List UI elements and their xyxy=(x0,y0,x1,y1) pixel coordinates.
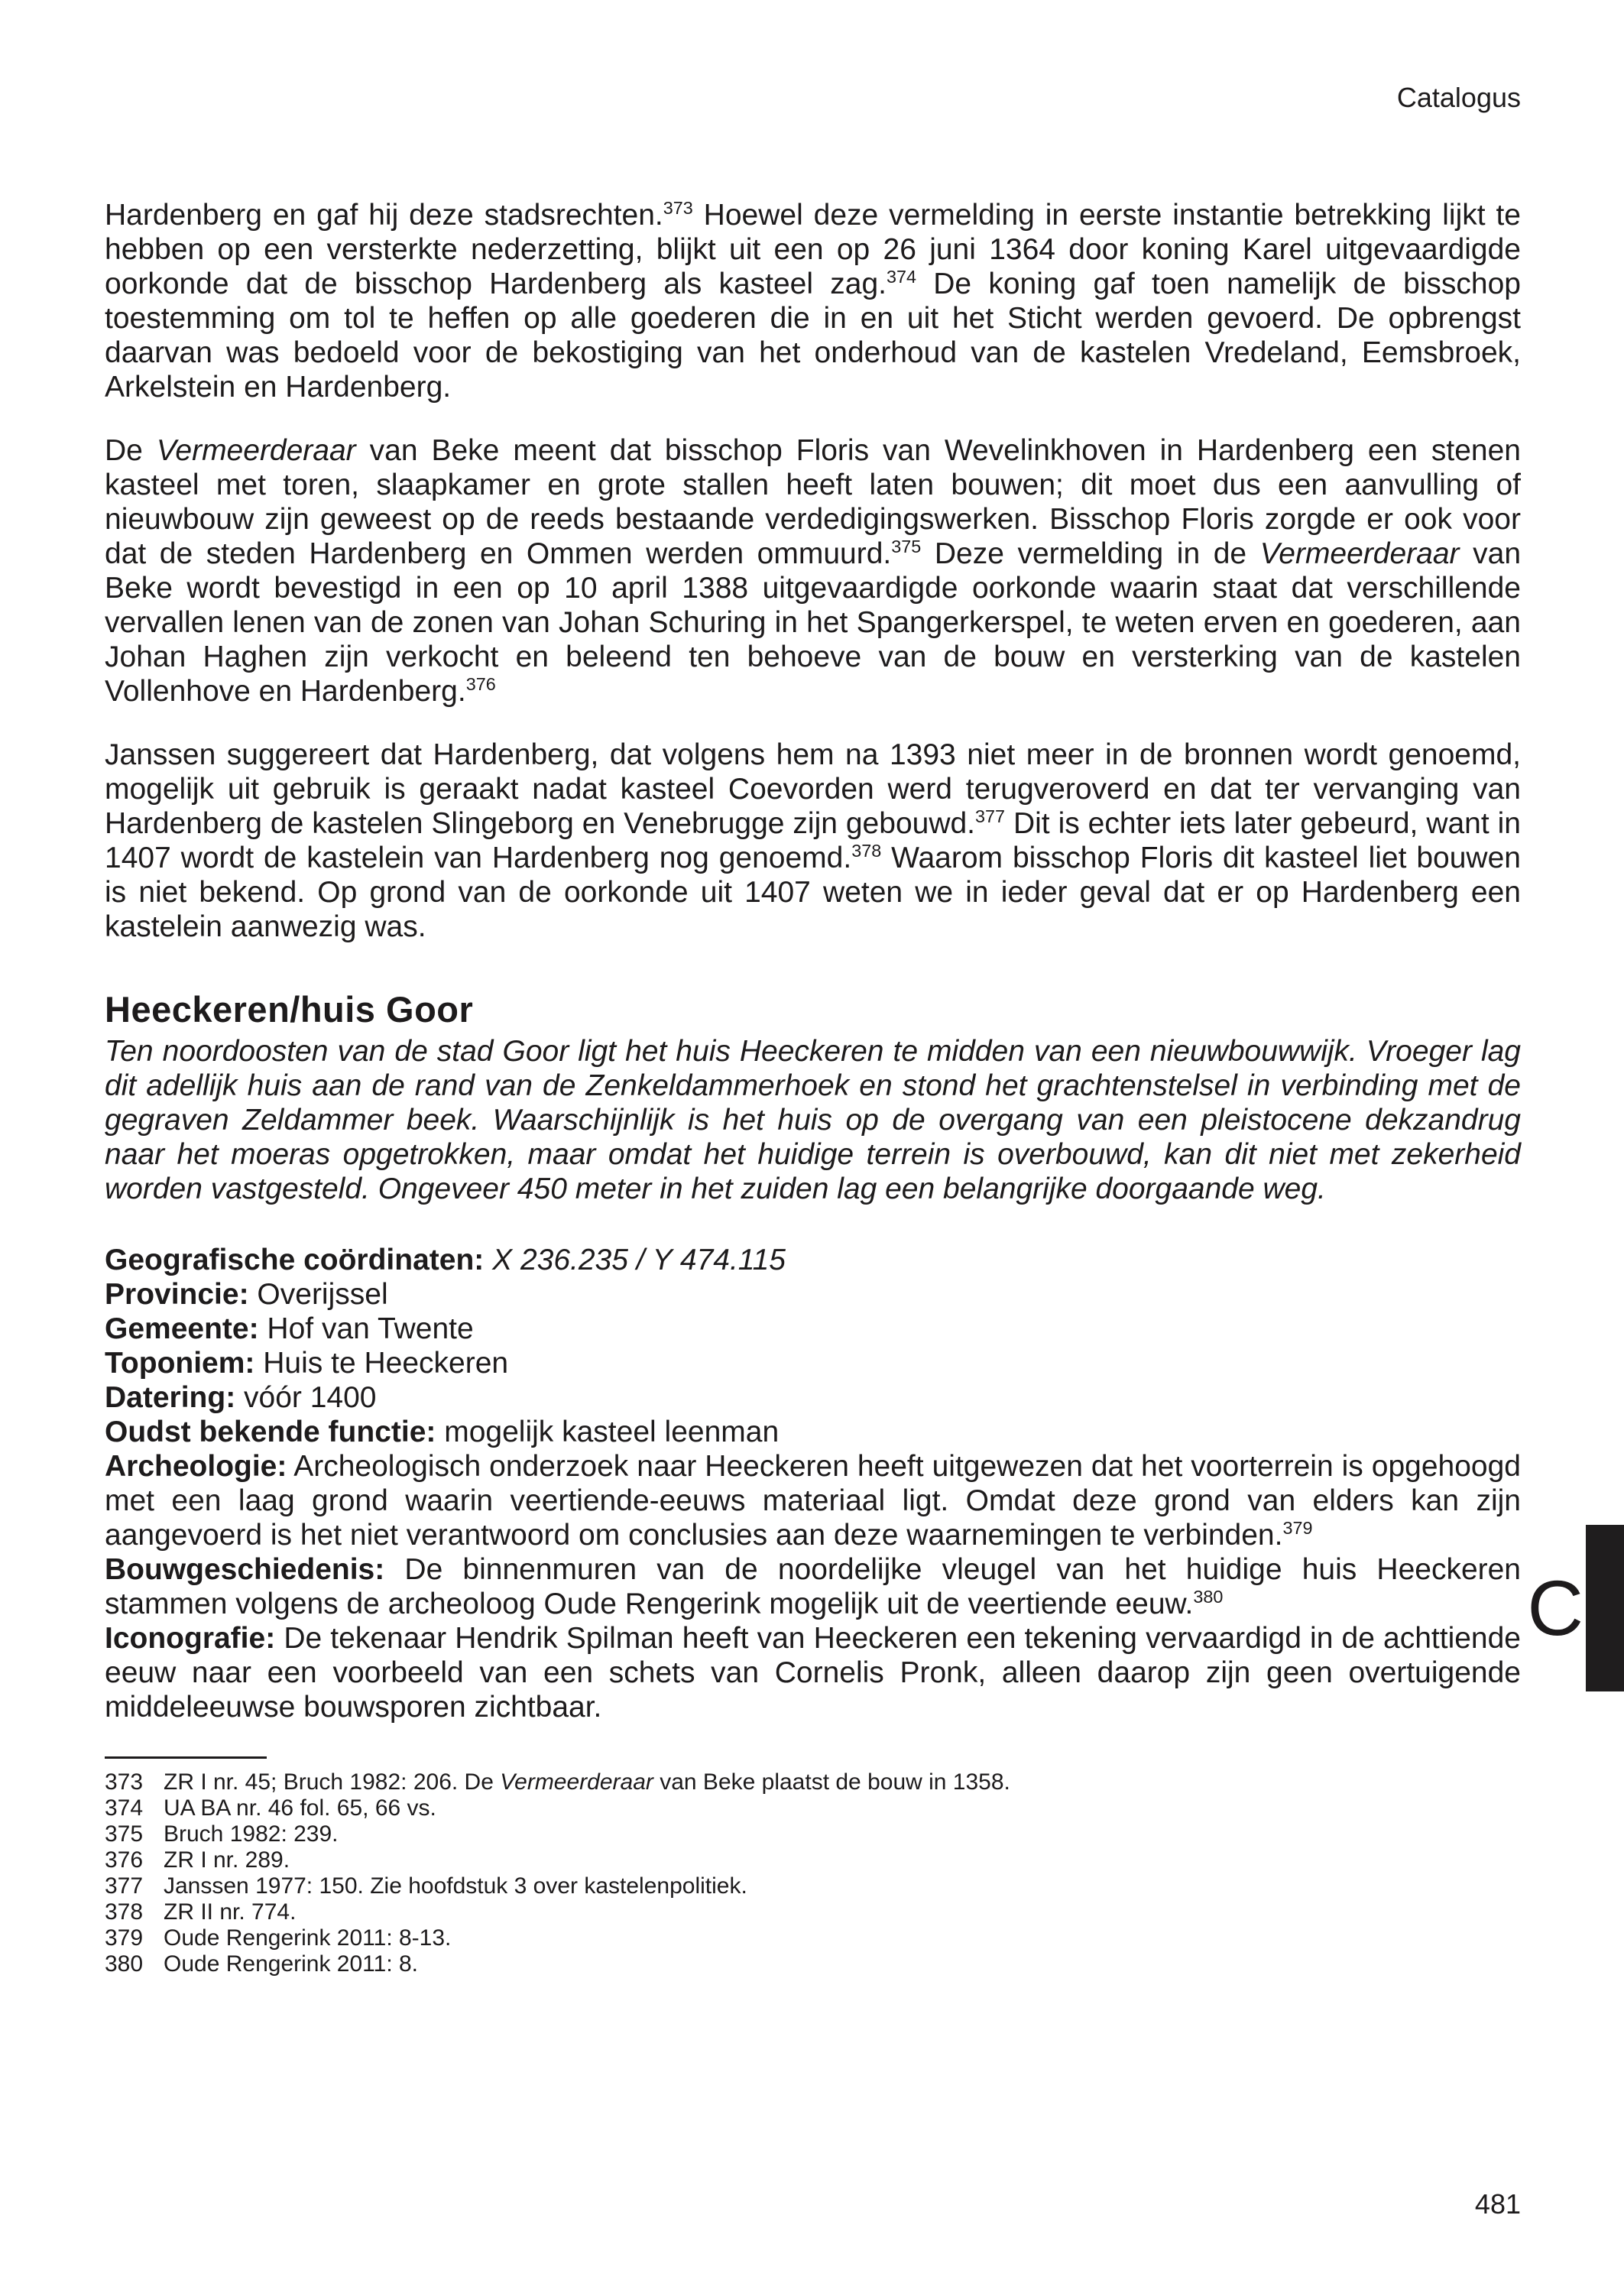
field-value: X 236.235 / Y 474.115 xyxy=(492,1244,786,1276)
field-value: Overijssel xyxy=(257,1278,388,1311)
footnote-text: Bruch 1982: 239. xyxy=(164,1821,339,1847)
field-label: Gemeente: xyxy=(105,1312,259,1345)
body-paragraph: Hardenberg en gaf hij deze stadsrechten.$^{373}$ Hoewel deze vermelding in eerste instantie betrekking lijkt te hebben op een versterkte nederzetting, blijkt uit een op 26 juni 1364 door koning Karel uitgevaardigde oorkonde dat de bisschop Hardenberg als kasteel zag.$^{374}$ De koning gaf toen namelijk de bisschop toestemming om tol te heffen op alle goederen die in en uit het Sticht werden gevoerd. De opbrengst daarvan was bedoeld voor de bekostiging van het onderhoud van de kastelen Vredeland, Eemsbroek, Arkelstein en Hardenberg. xyxy=(105,198,1521,404)
footnote-separator xyxy=(105,1756,267,1759)
footnote-number: 377 xyxy=(105,1873,144,1899)
footnote-number: 374 xyxy=(105,1795,144,1821)
section-tab-marker xyxy=(1586,1525,1624,1691)
footnote-row xyxy=(105,1847,1521,1873)
field-label: Toponiem: xyxy=(105,1347,255,1380)
field-value: mogelijk kasteel leenman xyxy=(444,1416,780,1448)
footnote-row xyxy=(105,1795,1521,1821)
footnote-row xyxy=(105,1899,1521,1925)
section-tab-letter: C xyxy=(1527,1565,1583,1652)
footnote-text: Oude Rengerink 2011: 8. xyxy=(164,1951,419,1977)
field-row-building-history xyxy=(105,1552,1521,1621)
footnote-number: 373 xyxy=(105,1769,144,1795)
field-row-toponym xyxy=(105,1346,1521,1380)
field-label: Iconografie: xyxy=(105,1622,276,1655)
field-label: Datering: xyxy=(105,1381,236,1414)
field-row-coordinates xyxy=(105,1243,1521,1277)
field-label: Bouwgeschiedenis: xyxy=(105,1553,385,1586)
footnote-text: Oude Rengerink 2011: 8-13. xyxy=(164,1925,452,1951)
field-value: De binnenmuren van de noordelijke vleugel van het huidige huis Heeckeren stammen volgens de archeoloog Oude Rengerink mogelijk uit de veertiende eeuw.$^{380}$ xyxy=(105,1553,1522,1620)
footnote-text: Janssen 1977: 150. Zie hoofdstuk 3 over kastelenpolitiek. xyxy=(164,1873,747,1899)
field-value: Archeologisch onderzoek naar Heeckeren heeft uitgewezen dat het voorterrein is opgehoogd met een laag grond waarin veertiende-eeuws materiaal ligt. Omdat deze grond van elders kan zijn aangevoerd is het niet verantwoord om conclusies aan deze waarnemingen te verbinden.$^{379}$ xyxy=(105,1450,1521,1552)
field-label: Archeologie: xyxy=(105,1450,287,1483)
section-intro: Ten noordoosten van de stad Goor ligt het huis Heeckeren te midden van een nieuwbouwwijk. Vroeger lag dit adellijk huis aan de rand van de Zenkeldammerhoek en stond het grachtenstelsel in verbinding met de gegraven Zeldammer beek. Waarschijnlijk is het huis op de overgang van een pleistocene dekzandrug naar het moeras opgetrokken, maar omdat het huidige terrein is overbouwd, kan dit niet met zekerheid worden vastgesteld. Ongeveer 450 meter in het zuiden lag een belangrijke doorgaande weg. xyxy=(105,1035,1521,1205)
footnote-row xyxy=(105,1951,1521,1977)
field-label: Oudst bekende functie: xyxy=(105,1416,436,1448)
field-value: vóór 1400 xyxy=(244,1381,377,1414)
footnote-number: 380 xyxy=(105,1951,144,1977)
field-row-iconography xyxy=(105,1621,1521,1724)
body-paragraph: De Vermeerderaar van Beke meent dat bisschop Floris van Wevelinkhoven in Hardenberg een stenen kasteel met toren, slaapkamer en grote stallen heeft laten bouwen; dit moet dus een aanvulling of nieuwbouw zijn geweest op de reeds bestaande verdedigingswerken. Bisschop Floris zorgde er ook voor dat de steden Hardenberg en Ommen werden ommuurd.$^{375}$ Deze vermelding in de Vermeerderaar van Beke wordt bevestigd in een op 10 april 1388 uitgevaardigde oorkonde waarin staat dat verschillende vervallen lenen van de zonen van Johan Schuring in het Spangerkerspel, te weten erven en goederen, aan Johan Haghen zijn verkocht en beleend ten behoeve van de bouw en versterking van de kastelen Vollenhove en Hardenberg.$^{376}$ xyxy=(105,434,1522,708)
section-title: Heeckeren/huis Goor xyxy=(105,989,474,1030)
footnote-number: 375 xyxy=(105,1821,144,1847)
footnote-row xyxy=(105,1769,1521,1795)
footnote-text: ZR I nr. 289. xyxy=(164,1847,290,1873)
footnote-number: 376 xyxy=(105,1847,144,1873)
field-label: Geografische coördinaten: xyxy=(105,1244,485,1276)
footnote-number: 378 xyxy=(105,1899,144,1925)
footnote-text: UA BA nr. 46 fol. 65, 66 vs. xyxy=(164,1795,436,1821)
field-row-function xyxy=(105,1415,1521,1449)
page-number: 481 xyxy=(1474,2188,1521,2220)
field-row-municipality xyxy=(105,1312,1521,1346)
running-header: Catalogus xyxy=(1396,82,1521,113)
body-paragraph: Janssen suggereert dat Hardenberg, dat volgens hem na 1393 niet meer in de bronnen wordt genoemd, mogelijk uit gebruik is geraakt nadat kasteel Coevorden werd terugveroverd en dat ter vervanging van Hardenberg de kastelen Slingeborg en Venebrugge zijn gebouwd.$^{377}$ Dit is echter iets later gebeurd, want in 1407 wordt de kastelein van Hardenberg nog genoemd.$^{378}$ Waarom bisschop Floris dit kasteel liet bouwen is niet bekend. Op grond van de oorkonde uit 1407 weten we in ieder geval dat er op Hardenberg een kastelein aanwezig was. xyxy=(105,738,1521,943)
field-row-province xyxy=(105,1277,1521,1312)
footnote-row xyxy=(105,1821,1521,1847)
field-value: Huis te Heeckeren xyxy=(263,1347,509,1380)
footnotes xyxy=(105,1756,1521,1977)
field-row-archaeology xyxy=(105,1449,1521,1552)
field-value: Hof van Twente xyxy=(267,1312,474,1345)
field-label: Provincie: xyxy=(105,1278,249,1311)
footnote-text: ZR I nr. 45; Bruch 1982: 206. De Vermeerderaar van Beke plaatst de bouw in 1358. xyxy=(164,1769,1010,1795)
field-list xyxy=(105,1243,1521,1724)
field-row-dating xyxy=(105,1380,1521,1415)
footnote-row xyxy=(105,1925,1521,1951)
footnote-number: 379 xyxy=(105,1925,144,1951)
footnote-row xyxy=(105,1873,1521,1899)
field-value: De tekenaar Hendrik Spilman heeft van Heeckeren een tekening vervaardigd in de achttiende eeuw naar een voorbeeld van een schets van Cornelis Pronk, alleen daarop zijn geen overtuigende middeleeuwse bouwsporen zichtbaar. xyxy=(105,1622,1522,1724)
footnote-text: ZR II nr. 774. xyxy=(164,1899,297,1925)
